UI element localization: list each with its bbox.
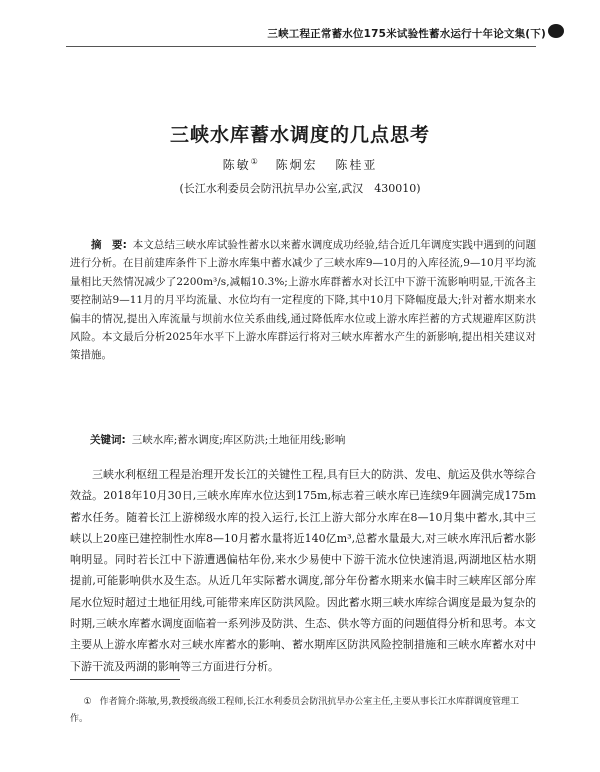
abstract-label: 摘 要: <box>91 239 127 251</box>
abstract-text: 本文总结三峡水库试验性蓄水以来蓄水调度成功经验,结合近几年调度实践中遇到的问题进行分析。在目前建库条件下上游水库集中蓄水减少了三峡水库9—10月的入库径流,9—10月平均流量相比天然情况减少了2200m³/s,减幅10.3%;上游水库群蓄水对长江中下游干流影响明显,干流各主要控制站9—11月的月平均流量、水位均有一定程度的下降,其中10月下降幅度最大;针对蓄水期来水偏丰的情况,提出入库流量与坝前水位关系曲线,通过降低库水位或上游水库拦蓄的方式规避库区防洪风险。本文最后分析2025年水平下上游水库群运行将对三峡水库蓄水产生的新影响,提出相关建议对策措施。 <box>70 239 537 362</box>
author-note-mark: ① <box>250 157 258 166</box>
header-logo-mark <box>548 24 564 38</box>
footnote-rule <box>70 679 180 680</box>
footnote <box>70 694 536 728</box>
keywords-label: 关键词: <box>90 434 126 446</box>
author-name-1: 陈敏① <box>222 157 258 172</box>
author-name-2: 陈炯宏 <box>275 158 318 172</box>
keywords-text: 三峡水库;蓄水调度;库区防洪;土地征用线;影响 <box>131 434 346 446</box>
header-rule <box>66 46 536 47</box>
author-list <box>0 156 600 173</box>
keywords <box>90 432 536 447</box>
footnote-mark: ① <box>83 697 92 707</box>
abstract <box>70 236 536 365</box>
running-header: 三峡工程正常蓄水位175米试验性蓄水运行十年论文集(下) <box>267 28 546 40</box>
footnote-text: 作者简介:陈敏,男,教授级高级工程师,长江水利委员会防汛抗旱办公室主任,主要从事长江水库群调度管理工作。 <box>70 697 520 724</box>
article-title: 三峡水库蓄水调度的几点思考 <box>169 124 430 146</box>
affiliation: (长江水利委员会防汛抗旱办公室,武汉 430010) <box>179 182 421 195</box>
body-paragraph: 三峡水利枢纽工程是治理开发长江的关键性工程,具有巨大的防洪、发电、航运及供水等综合效益。2018年10月30日,三峡水库库水位达到175m,标志着三峡水库已连续9年圆满完成175m蓄水任务。随着长江上游梯级水库的投入运行,长江上游大部分水库在8—10月集中蓄水,其中三峡以上20座已建控制性水库8—10月蓄水量将近140亿m³,总蓄水量最大,对三峡水库汛后蓄水影响明显。同时若长江中下游遭遇偏枯年份,来水少易使中下游干流水位快速消退,两湖地区枯水期提前,可能影响供水及生态。从近几年实际蓄水调度,部分年份蓄水期来水偏丰时三峡库区部分库尾水位短时超过土地征用线,可能带来库区防洪风险。因此蓄水期三峡水库综合调度是最为复杂的时期,三峡水库蓄水调度面临着一系列涉及防洪、生态、供水等方面的问题值得分析和思考。本文主要从上游水库蓄水对三峡水库蓄水的影响、蓄水期库区防洪风险控制措施和三峡水库蓄水对中下游干流及两湖的影响等三方面进行分析。 <box>70 468 536 673</box>
author-name-3: 陈桂亚 <box>335 158 378 172</box>
